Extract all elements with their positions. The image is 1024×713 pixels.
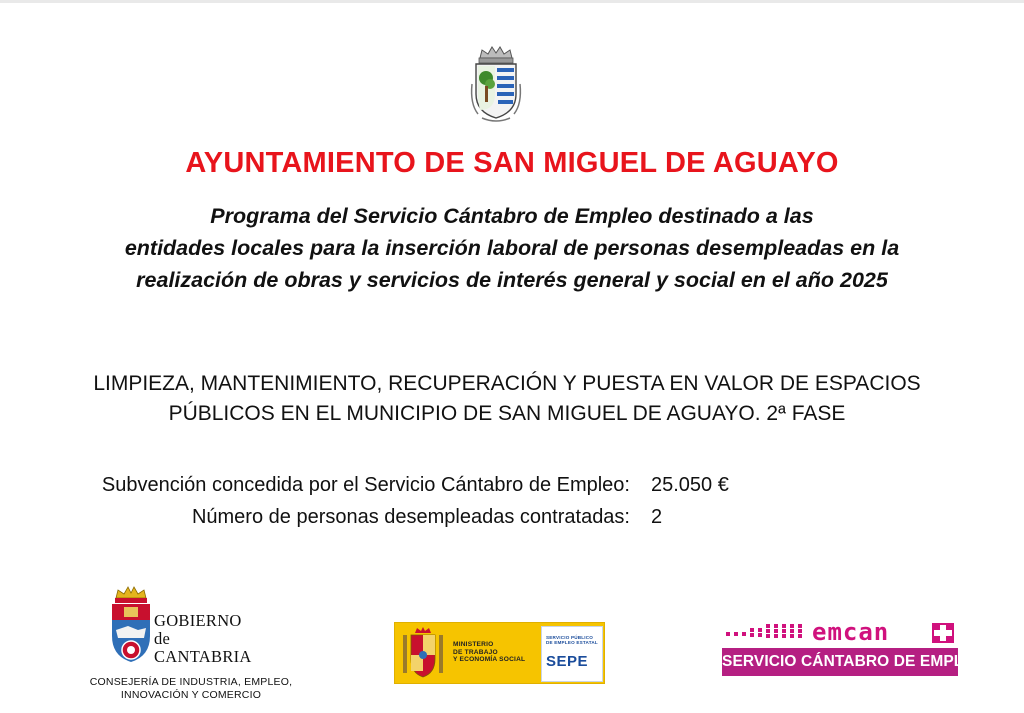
- project-title: [0, 369, 1014, 429]
- cantabria-coat-of-arms-icon: [108, 586, 154, 666]
- sepe-subtitle-line: SERVICIO PÚBLICO: [546, 635, 594, 640]
- fact-row-hired: [0, 506, 1024, 536]
- gobierno-department: [86, 676, 296, 702]
- fact-value: 2: [651, 506, 663, 528]
- top-divider: [0, 0, 1024, 3]
- sepe-subtitle-line: DE EMPLEO ESTATAL: [546, 640, 598, 646]
- ministerio-line: MINISTERIO: [453, 641, 494, 648]
- program-description: [20, 200, 1004, 296]
- page-title: AYUNTAMIENTO DE SAN MIGUEL DE AGUAYO: [185, 147, 839, 179]
- gobierno-cantabria-logo: [86, 586, 296, 706]
- project-line: LIMPIEZA, MANTENIMIENTO, RECUPERACIÓN Y PUESTA EN VALOR DE ESPACIOS: [93, 372, 921, 395]
- program-line: entidades locales para la inserción laboral de personas desempleadas en la: [124, 236, 900, 260]
- emcan-tagline: SERVICIO CÁNTABRO DE EMPLEO: [722, 648, 958, 676]
- ministerio-line: Y ECONOMÍA SOCIAL: [453, 656, 526, 664]
- fact-label: Subvención concedida por el Servicio Cántabro de Empleo:: [101, 474, 630, 496]
- pixel-bar-icon: [726, 624, 806, 638]
- ministerio-name: [453, 641, 525, 664]
- spain-coat-of-arms-icon: [401, 627, 445, 679]
- sepe-subtitle: [546, 635, 598, 646]
- sepe-badge: [541, 626, 603, 682]
- emcan-logo: [722, 618, 986, 680]
- gobierno-name-line: GOBIERNO: [154, 611, 242, 630]
- program-line: realización de obras y servicios de interés general y social en el año 2025: [136, 268, 888, 292]
- gobierno-name-line: CANTABRIA: [154, 647, 252, 666]
- ministerio-sepe-logo: [394, 622, 605, 684]
- department-line: CONSEJERÍA DE INDUSTRIA, EMPLEO,: [89, 676, 293, 688]
- gobierno-name: [154, 612, 252, 666]
- municipal-coat-of-arms-icon: [468, 44, 524, 124]
- sepe-label: SEPE: [546, 653, 589, 670]
- fact-value: 25.050 €: [651, 474, 729, 496]
- fact-row-subsidy: [0, 474, 1024, 504]
- pixel-cross-icon: [932, 623, 954, 643]
- fact-label: Número de personas desempleadas contratadas:: [191, 506, 630, 528]
- project-line: PÚBLICOS EN EL MUNICIPIO DE SAN MIGUEL DE AGUAYO. 2ª FASE: [168, 402, 846, 425]
- emcan-wordmark: emcan: [812, 618, 890, 646]
- gobierno-name-line: de: [154, 629, 171, 648]
- program-line: Programa del Servicio Cántabro de Empleo destinado a las: [210, 204, 814, 228]
- ministerio-line: DE TRABAJO: [453, 648, 498, 656]
- department-line: INNOVACIÓN Y COMERCIO: [120, 689, 262, 701]
